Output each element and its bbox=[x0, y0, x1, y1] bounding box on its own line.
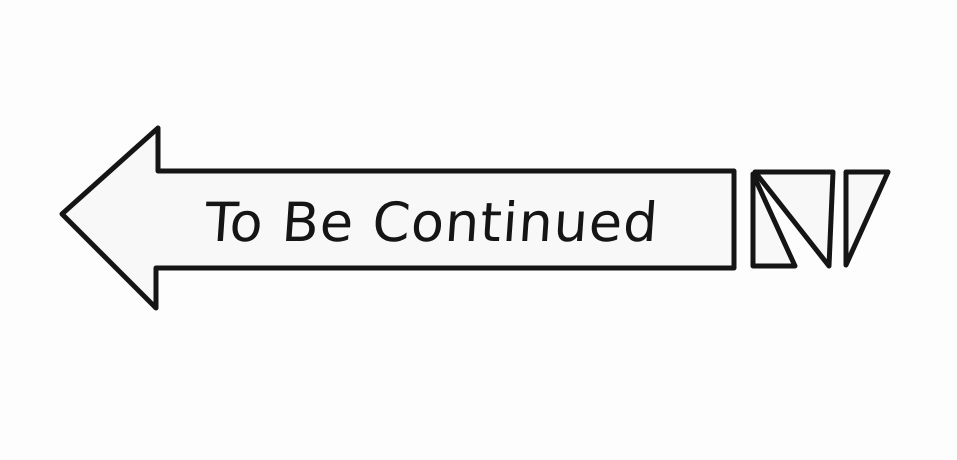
triangle-logo-icon bbox=[753, 172, 888, 266]
logo-triangle-right bbox=[846, 172, 888, 265]
banner-text: To Be Continued bbox=[202, 191, 661, 254]
